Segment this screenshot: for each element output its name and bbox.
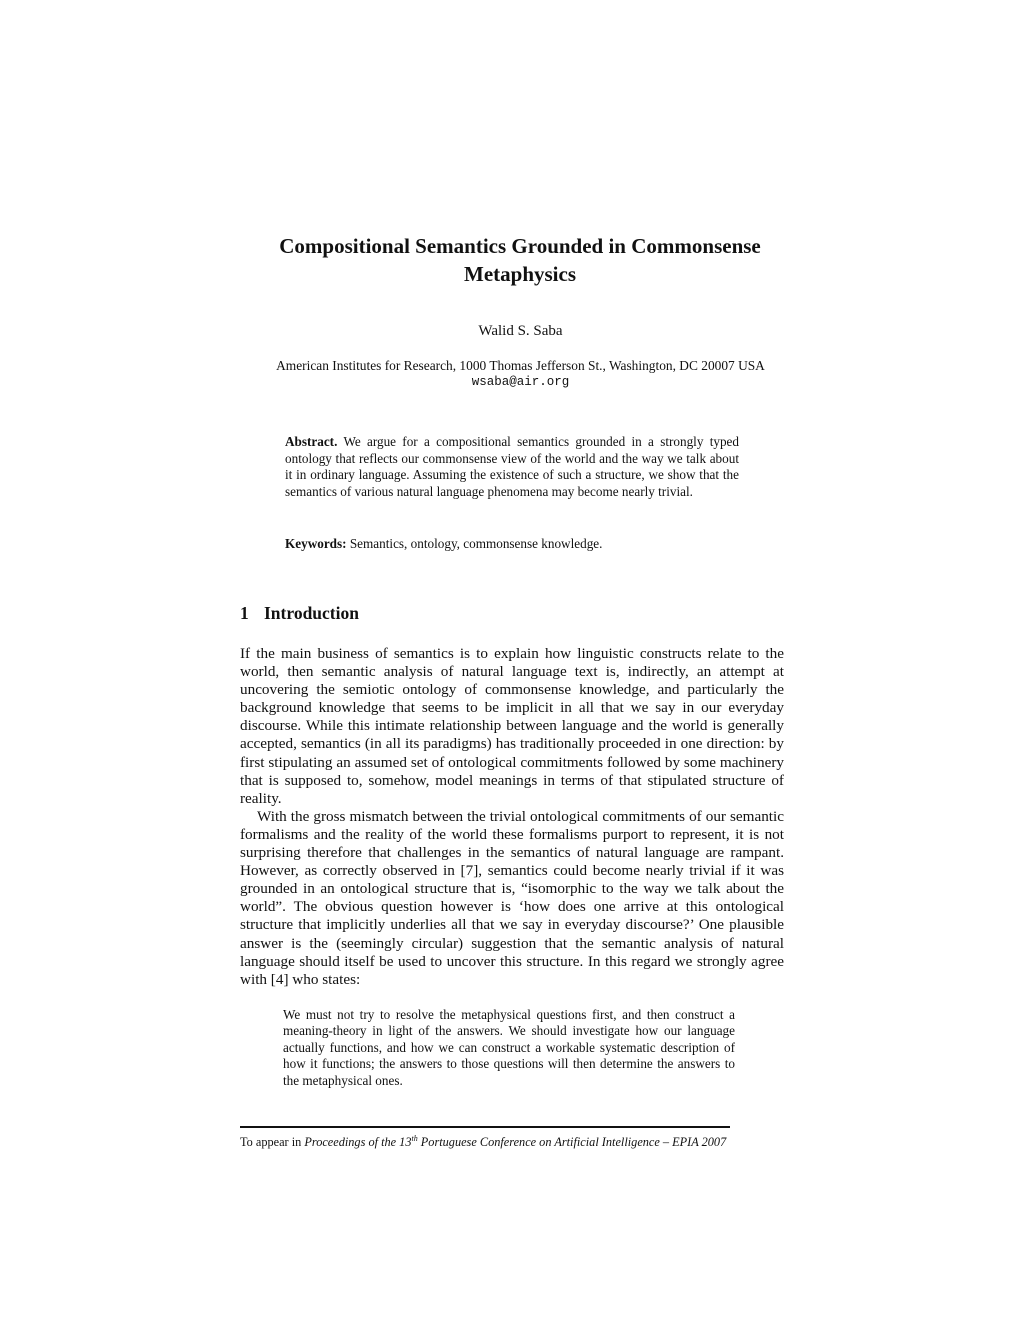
keywords-text: Semantics, ontology, commonsense knowledge. xyxy=(349,536,603,551)
abstract xyxy=(285,434,739,500)
section-title: Introduction xyxy=(264,603,359,623)
footnote-ordinal-suffix: th xyxy=(411,1133,418,1143)
body-paragraph-2: With the gross mismatch between the trivial ontological commitments of our semantic formalisms and the reality of the world these formalisms purport to represent, it is not surprising therefore that challenges in the semantics of natural language are rampant. However, as correctly observed in [7], semantics could become nearly trivial if it was grounded in an ontological structure that is, “isomorphic to the way we talk about the world”. The obvious question however is ‘how does one arrive at this ontological structure that implicitly underlies all that we say in everyday discourse?’ One plausible answer is the (seemingly circular) suggestion that the semantic analysis of natural language should itself be used to uncover this structure. In this regard we strongly agree with [4] who states: xyxy=(240,807,784,988)
footnote xyxy=(240,1134,726,1150)
author-name: Walid S. Saba xyxy=(478,323,563,339)
footnote-venue xyxy=(304,1135,726,1149)
abstract-label: Abstract. xyxy=(285,434,338,449)
block-quote: We must not try to resolve the metaphysical questions first, and then construct a meaning-theory in light of the answers. We should investigate how our language actually functions, and how we can construct a workable systematic description of how it functions; the answers to those questions will then determine the answers to the metaphysical ones. xyxy=(283,1007,735,1088)
title-line-1: Compositional Semantics Grounded in Commonsense xyxy=(279,234,761,258)
keywords-label: Keywords: xyxy=(285,536,347,551)
footnote-rule xyxy=(240,1126,730,1128)
section-body xyxy=(240,645,784,989)
section-number: 1 xyxy=(240,603,249,623)
author-affiliation: American Institutes for Research, 1000 Thomas Jefferson St., Washington, DC 20007 USA xyxy=(276,358,765,373)
section-heading xyxy=(240,602,359,624)
footnote-venue-part-1: Proceedings of the 13 xyxy=(304,1135,412,1149)
body-paragraph-1: If the main business of semantics is to explain how linguistic constructs relate to the world, then semantic analysis of natural language text is, indirectly, an attempt at uncovering the semiotic ontology of commonsense knowledge, and particularly the background knowledge that seems to be implicit in all that we say in our everyday discourse. While this intimate relationship between language and the world is generally accepted, semantics (in all its paradigms) has traditionally proceeded in one direction: by first stipulating an assumed set of ontological commitments followed by some machinery that is supposed to, somehow, model meanings in terms of that stipulated structure of reality. xyxy=(240,645,784,807)
paper-title xyxy=(200,232,840,288)
author-email: wsaba@air.org xyxy=(471,375,570,389)
footnote-prefix: To appear in xyxy=(240,1135,302,1149)
footnote-venue-part-2: Portuguese Conference on Artificial Intelligence – EPIA 2007 xyxy=(420,1135,727,1149)
title-line-2: Metaphysics xyxy=(464,262,576,286)
keywords xyxy=(285,536,739,553)
abstract-text: We argue for a compositional semantics grounded in a strongly typed ontology that reflects our commonsense view of the world and the way we talk about it in ordinary language. Assuming the existence of such a structure, we show that the semantics of various natural language phenomena may become nearly trivial. xyxy=(285,434,740,499)
